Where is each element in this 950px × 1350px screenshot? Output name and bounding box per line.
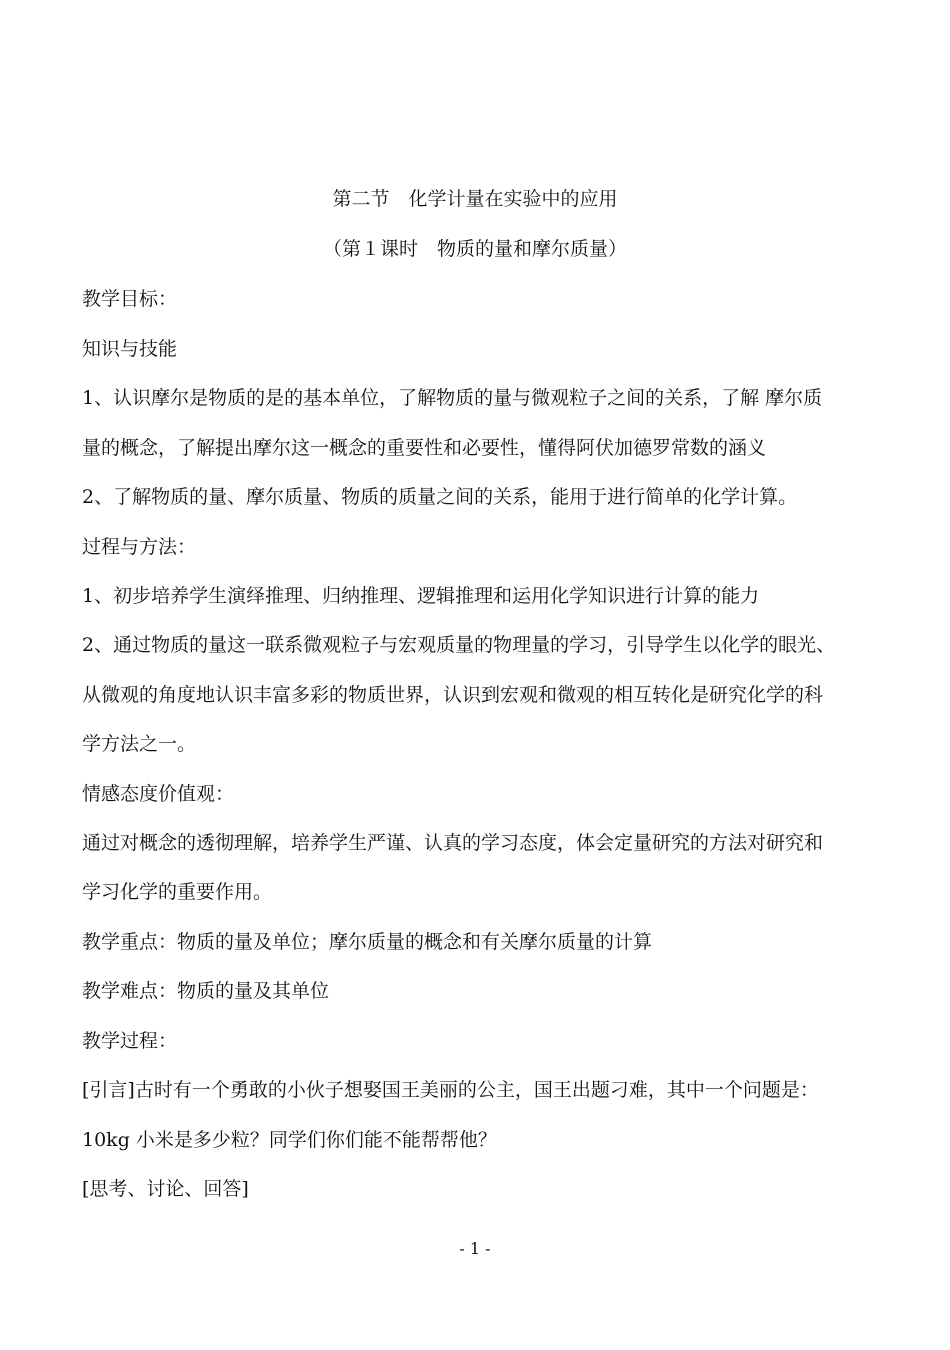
paragraph-line: 从微观的角度地认识丰富多彩的物质世界，认识到宏观和微观的相互转化是研究化学的科 (82, 684, 824, 706)
paragraph-line: 量的概念，了解提出摩尔这一概念的重要性和必要性，懂得阿伏加德罗常数的涵义 (82, 437, 767, 459)
paragraph-line: 2、了解物质的量、摩尔质量、物质的质量之间的关系，能用于进行简单的化学计算。 (82, 486, 798, 508)
document-title: 第二节 化学计量在实验中的应用 (332, 188, 618, 210)
paragraph-line: 10kg 小米是多少粒？同学们你们能不能帮帮他？ (82, 1129, 497, 1151)
paragraph-line: [引言]古时有一个勇敢的小伙子想娶国王美丽的公主，国王出题刁难，其中一个问题是： (82, 1079, 819, 1101)
heading-emotion-values: 情感态度价值观： (82, 783, 235, 805)
paragraph-line: 学习化学的重要作用。 (82, 881, 273, 903)
heading-teaching-process: 教学过程： (82, 1030, 178, 1052)
teaching-difficulties: 教学难点：物质的量及其单位 (82, 980, 330, 1002)
paragraph-line: 1、初步培养学生演绎推理、归纳推理、逻辑推理和运用化学知识进行计算的能力 (82, 585, 760, 607)
page-number: - 1 - (459, 1239, 491, 1258)
teaching-key-points: 教学重点：物质的量及单位；摩尔质量的概念和有关摩尔质量的计算 (82, 931, 653, 953)
heading-process-method: 过程与方法： (82, 536, 197, 558)
paragraph-line: 学方法之一。 (82, 733, 197, 755)
paragraph-line: 2、通过物质的量这一联系微观粒子与宏观质量的物理量的学习，引导学生以化学的眼光、 (82, 634, 836, 656)
document-subtitle: （第１课时 物质的量和摩尔质量） (322, 238, 627, 260)
paragraph-line: 1、认识摩尔是物质的是的基本单位，了解物质的量与微观粒子之间的关系，了解 摩尔质 (82, 387, 823, 409)
paragraph-line: [思考、讨论、回答] (82, 1178, 249, 1200)
paragraph-line: 通过对概念的透彻理解，培养学生严谨、认真的学习态度，体会定量研究的方法对研究和 (82, 832, 824, 854)
heading-knowledge-skills: 知识与技能 (82, 338, 178, 360)
heading-teaching-goals: 教学目标： (82, 288, 178, 310)
